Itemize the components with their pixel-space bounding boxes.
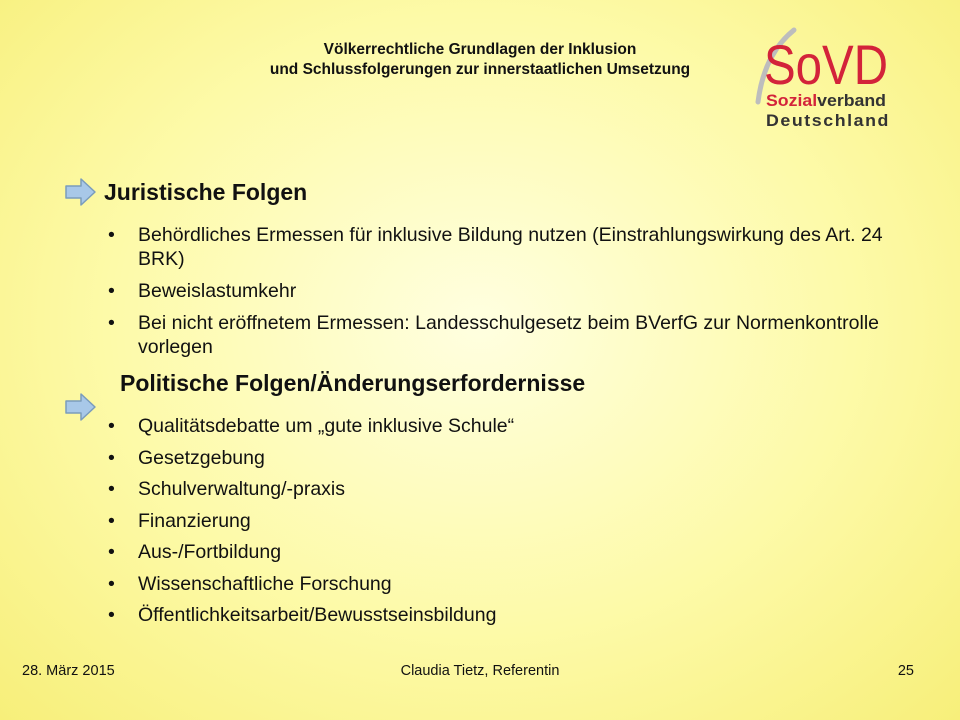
slide-header [220,40,740,80]
list-item: • Gesetzgebung [108,446,898,470]
list-item: • Öffentlichkeitsarbeit/Bewusstseinsbildung [108,603,898,627]
arrow-right-icon [64,177,98,207]
list-item: • Behördliches Ermessen für inklusive Bildung nutzen (Einstrahlungswirkung des Art. 24 BRK) [108,223,898,271]
section-1-title: Juristische Folgen [104,179,308,205]
header-line-2: und Schlussfolgerungen zur innerstaatlichen Umsetzung [269,61,691,78]
list-item: • Finanzierung [108,509,898,533]
logo-sub1-text: Sozial verband [766,91,884,110]
section-juristische-folgen [64,177,307,207]
section-2-title: Politische Folgen/Änderungserfordernisse [120,370,586,396]
list-item: • Qualitätsdebatte um „gute inklusive Schule“ [108,414,898,438]
list-item: • Bei nicht eröffnetem Ermessen: Landesschulgesetz beim BVerfG zur Normenkontrolle vorlegen [108,311,898,359]
list-item: • Beweislastumkehr [108,279,898,303]
logo-sub2-text: Deutschland [766,111,890,130]
footer-date: 28. März 2015 [22,663,115,679]
list-item: • Wissenschaftliche Forschung [108,572,898,596]
list-item: • Aus-/Fortbildung [108,540,898,564]
sovd-logo [748,18,898,138]
logo-main-text: SoVD [764,33,888,96]
arrow-right-icon [64,392,98,422]
header-line-1: Völkerrechtliche Grundlagen der Inklusion [323,41,637,58]
footer-presenter: Claudia Tietz, Referentin [400,663,560,679]
section-1-list [108,223,898,359]
footer-page-number: 25 [897,663,914,679]
section-2-list [108,414,898,627]
list-item: • Schulverwaltung/-praxis [108,477,898,501]
